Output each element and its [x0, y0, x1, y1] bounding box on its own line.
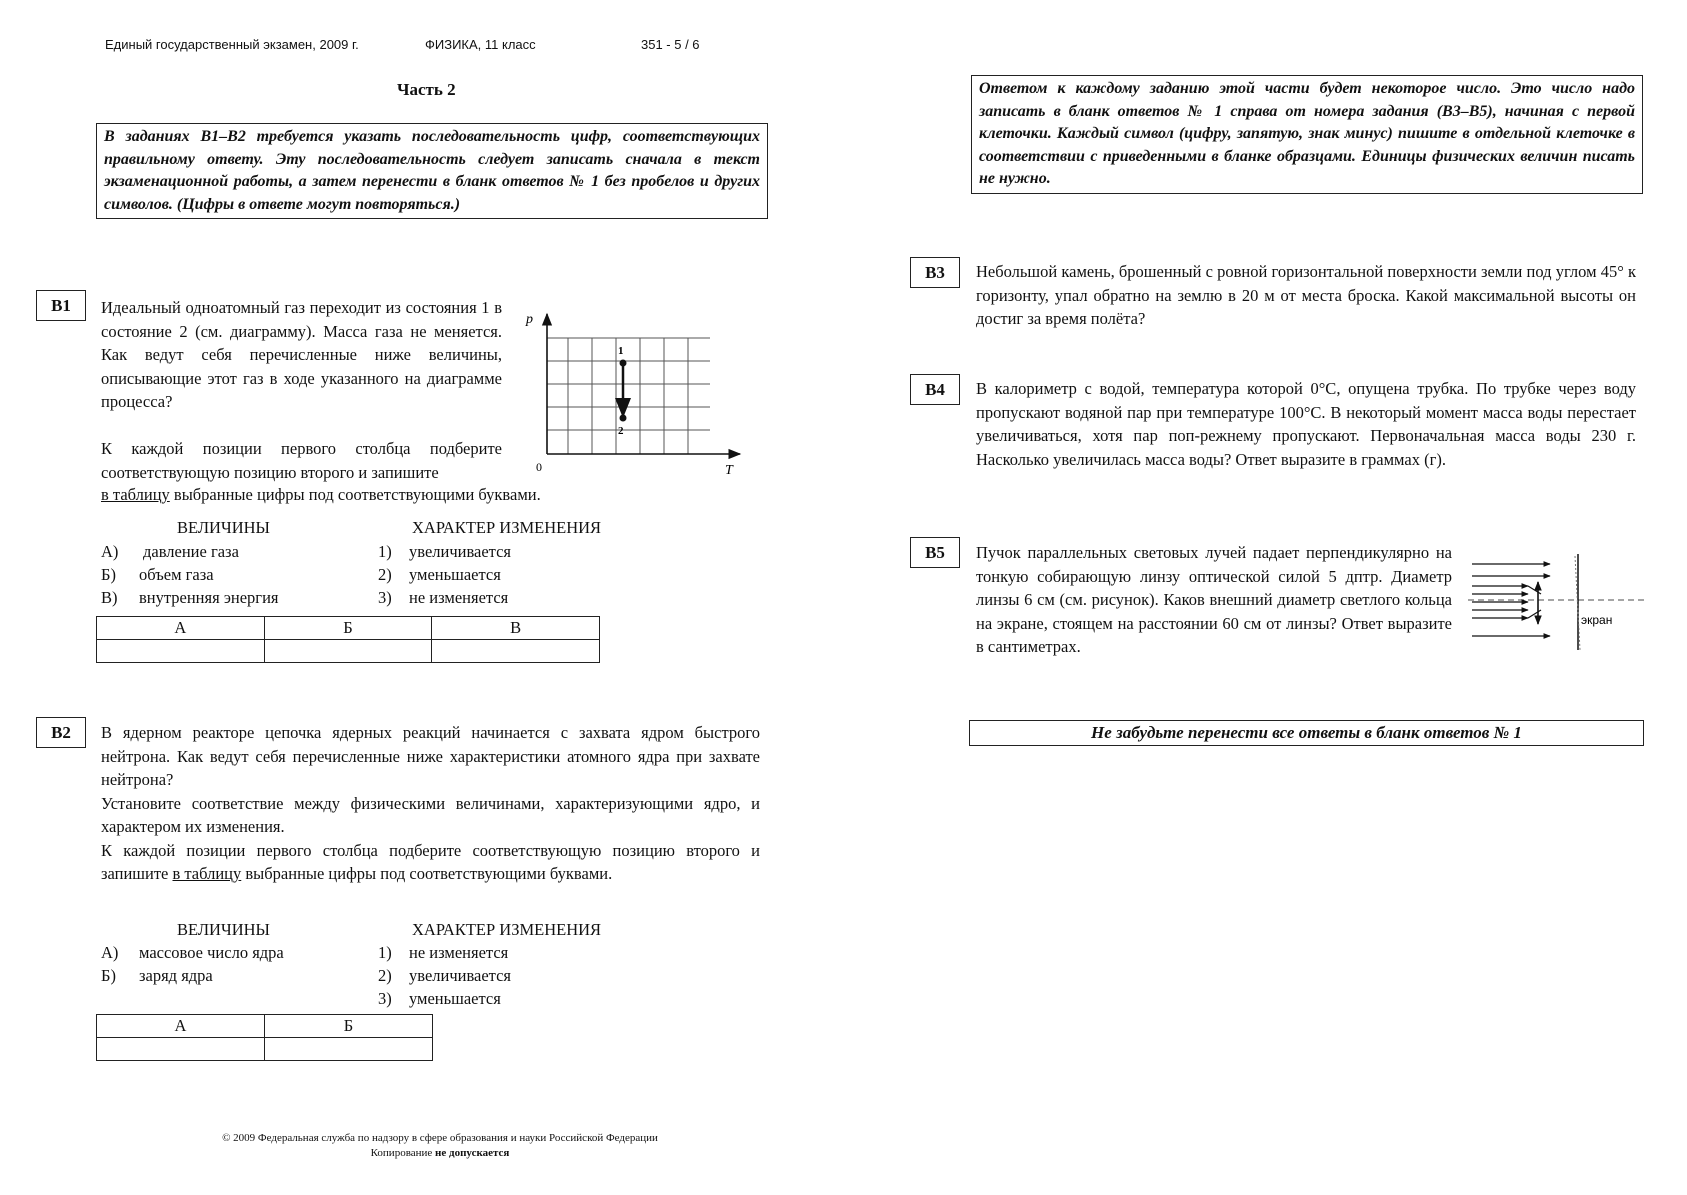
- footer-line2-start: Копирование: [370, 1147, 433, 1159]
- list-item: 1) не изменяется: [378, 943, 509, 962]
- b2-text: В ядерном реакторе цепочка ядерных реакций начинается с захвата ядром быстрого нейтрона. Как ведут себя перечисленные ниже характеристики атомного ядра при захвате нейтрона?: [101, 723, 760, 789]
- answer-cell[interactable]: [264, 640, 432, 663]
- header-exam: Единый государственный экзамен, 2009 г.: [105, 37, 359, 52]
- header-code: 351 - 5 / 6: [641, 37, 700, 52]
- footer-line2-bold: не допускается: [435, 1147, 510, 1159]
- b3-text: Небольшой камень, брошенный с ровной горизонтальной поверхности земли под углом 45° к горизонту, упал обратно на землю в 20 м от места броска. Какой максимальной высоты он достиг за время полёта?: [976, 262, 1636, 328]
- list-item: А) массовое число ядра: [101, 943, 284, 962]
- answer-cell[interactable]: [97, 640, 265, 663]
- task-label-b2: В2: [36, 717, 86, 748]
- list-item: 3) уменьшается: [378, 989, 501, 1008]
- answer-cell[interactable]: [97, 1038, 265, 1061]
- answer-cell[interactable]: [265, 1038, 433, 1061]
- table-head: В: [432, 617, 600, 640]
- state-2-label: 2: [618, 425, 624, 437]
- b5-text: Пучок параллельных световых лучей падает перпендикулярно на тонкую собирающую линзу оптической силой 5 дптр. Диаметр линзы 6 см (см. рисунок). Каков внешний диаметр светлого кольца на экране, стоящем на расстоянии 60 см от линзы? Ответ выразите в сантиметрах.: [976, 543, 1452, 656]
- origin-label: 0: [536, 460, 542, 474]
- table-head: А: [97, 617, 265, 640]
- task-label-b3: В3: [910, 257, 960, 288]
- b4-text: В калориметр с водой, температура которой 0°С, опущена трубка. По трубке через воду пропускают водяной пар при температуре 100°С. В некоторый момент масса воды перестает увеличиваться, хотя пар поп-режнему пропускают. Первоначальная масса воды 230 г. Насколько увеличилась масса воды? Ответ выразите в граммах (г).: [976, 379, 1636, 469]
- grid: [547, 338, 710, 454]
- reminder-box: Не забудьте перенести все ответы в бланк ответов № 1: [969, 720, 1644, 746]
- b2-text-block: [101, 721, 760, 886]
- b1-pt-diagram: [522, 306, 752, 481]
- list-item: 3) не изменяется: [378, 588, 509, 607]
- b1-table-link: в таблицу: [101, 485, 170, 504]
- b2-instr-end: выбранные цифры под соответствующими буквами.: [245, 864, 613, 883]
- b1-col1-head: ВЕЛИЧИНЫ: [177, 518, 270, 537]
- table-head: Б: [264, 617, 432, 640]
- b5-lens-figure: [1466, 552, 1648, 652]
- b1-text: Идеальный одноатомный газ переходит из состояния 1 в состояние 2 (см. диаграмму). Масса газа не меняется. Как ведут себя перечисленные ниже величины, описывающие этот газ в ходе указанного на диаграмме процесса?: [101, 298, 502, 411]
- header-subject: ФИЗИКА, 11 класс: [425, 37, 536, 52]
- t-axis-label: T: [725, 463, 733, 478]
- footer: [140, 1131, 740, 1161]
- list-item: 1) увеличивается: [378, 542, 512, 561]
- list-item: Б) объем газа: [101, 565, 214, 584]
- state-1-label: 1: [618, 345, 624, 357]
- task-label-b4: В4: [910, 374, 960, 405]
- task-label-b1: В1: [36, 290, 86, 321]
- list-item: В) внутренняя энергия: [101, 588, 279, 607]
- b1-col2-head: ХАРАКТЕР ИЗМЕНЕНИЯ: [412, 518, 602, 537]
- footer-line1: © 2009 Федеральная служба по надзору в сфере образования и науки Российской Федерации: [222, 1132, 658, 1144]
- b1-instr-end: выбранные цифры под соответствующими буквами.: [173, 485, 541, 504]
- table-head: Б: [265, 1015, 433, 1038]
- b2-table-link: в таблицу: [172, 864, 242, 883]
- state-1-point: [620, 360, 627, 367]
- b2-answer-table: [96, 1014, 433, 1061]
- list-item: 2) увеличивается: [378, 966, 512, 985]
- intro-box: В заданиях В1–В2 требуется указать последовательность цифр, соответствующих правильному ответу. Эту последовательность следует записать сначала в текст экзаменационной работы, а затем перенести в бланк ответов № 1 без пробелов и других символов. (Цифры в ответе могут повторяться.): [96, 123, 768, 219]
- b2-col1-head: ВЕЛИЧИНЫ: [177, 920, 270, 939]
- answer-cell[interactable]: [432, 640, 600, 663]
- state-2-point: [620, 415, 627, 422]
- part-title: Часть 2: [397, 80, 456, 99]
- list-item: 2) уменьшается: [378, 565, 501, 584]
- b2-instr-start: К каждой позиции первого столбца подберите соответствующую позицию второго и запишите: [101, 840, 760, 883]
- table-head: А: [97, 1015, 265, 1038]
- task-label-b5: В5: [910, 537, 960, 568]
- screen-label: экран: [1581, 613, 1613, 627]
- list-item: А) давление газа: [101, 542, 239, 561]
- screen: [1575, 554, 1580, 650]
- list-item: Б) заряд ядра: [101, 966, 213, 985]
- b1-instr-start: К каждой позиции первого столбца подберите соответствующую позицию второго и запишите: [101, 439, 502, 482]
- p-axis-label: p: [526, 312, 533, 327]
- b2-text2: Установите соответствие между физическими величинами, характеризующими ядро, и характером их изменения.: [101, 793, 760, 836]
- b2-col2-head: ХАРАКТЕР ИЗМЕНЕНИЯ: [412, 920, 602, 939]
- b1-answer-table: [96, 616, 600, 663]
- right-info-box: Ответом к каждому заданию этой части будет некоторое число. Это число надо записать в бланк ответов № 1 справа от номера задания (В3–В5), начиная с первой клеточки. Каждый символ (цифру, запятую, знак минус) пишите в отдельной клеточке в соответствии с приведенными в бланке образцами. Единицы физических величин писать не нужно.: [971, 75, 1643, 194]
